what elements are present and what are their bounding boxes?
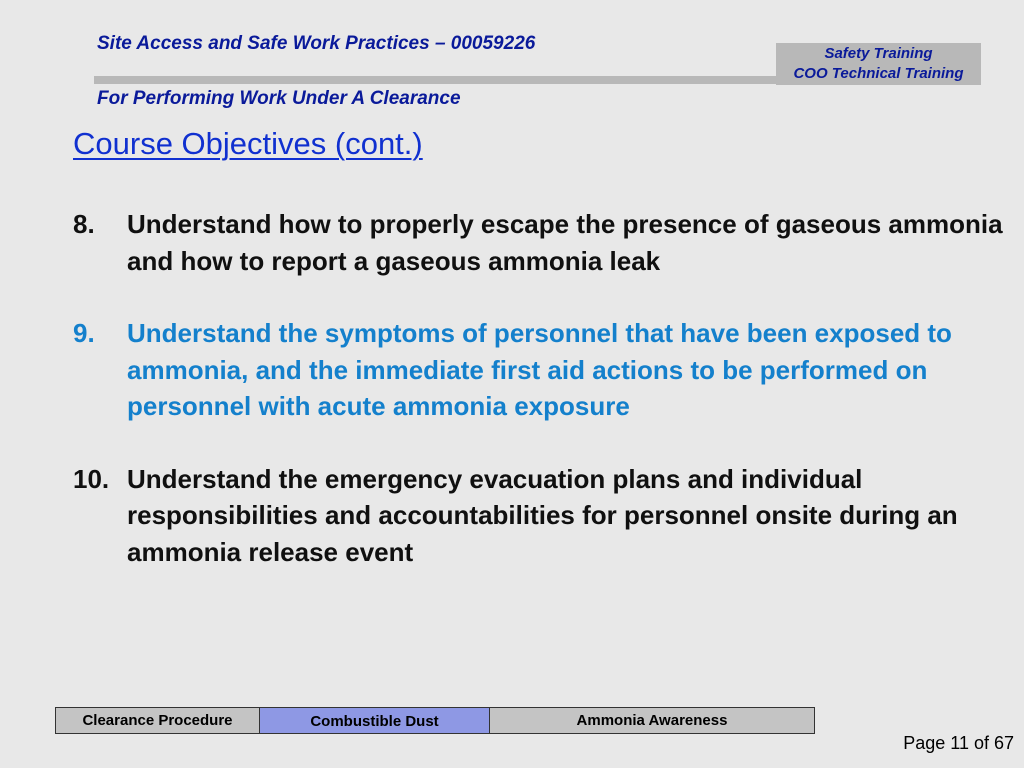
section-title: Course Objectives (cont.)	[73, 126, 423, 161]
objective-number: 10.	[73, 463, 110, 494]
badge-line-1: Safety Training	[824, 45, 933, 62]
objective-item-9	[73, 315, 1018, 425]
tab-ammonia-awareness[interactable]: Ammonia Awareness	[490, 708, 814, 733]
objective-text: Understand the emergency evacuation plans and individual responsibilities and accountabilities for personnel onsite during an ammonia release event	[127, 463, 958, 567]
header-title: Site Access and Safe Work Practices – 00059226	[97, 33, 536, 54]
objective-item-8	[73, 206, 1018, 279]
objective-text: Understand the symptoms of personnel that have been exposed to ammonia, and the immediate first aid actions to be performed on personnel with acute ammonia exposure	[127, 318, 952, 421]
tab-clearance-procedure[interactable]: Clearance Procedure	[56, 708, 260, 733]
page-number: Page 11 of 67	[903, 733, 1014, 753]
header-divider	[94, 76, 782, 84]
objective-item-10	[73, 461, 1018, 571]
objective-text: Understand how to properly escape the presence of gaseous ammonia and how to report a gaseous ammonia leak	[127, 209, 1003, 276]
badge-line-2: COO Technical Training	[793, 65, 964, 82]
objective-number: 9.	[73, 318, 95, 348]
tab-combustible-dust[interactable]: Combustible Dust	[260, 708, 490, 733]
objectives-list	[73, 206, 1018, 606]
module-tabs	[55, 707, 815, 734]
header-subtitle: For Performing Work Under A Clearance	[97, 88, 461, 109]
objective-number: 8.	[73, 209, 95, 239]
training-badge	[776, 43, 981, 85]
